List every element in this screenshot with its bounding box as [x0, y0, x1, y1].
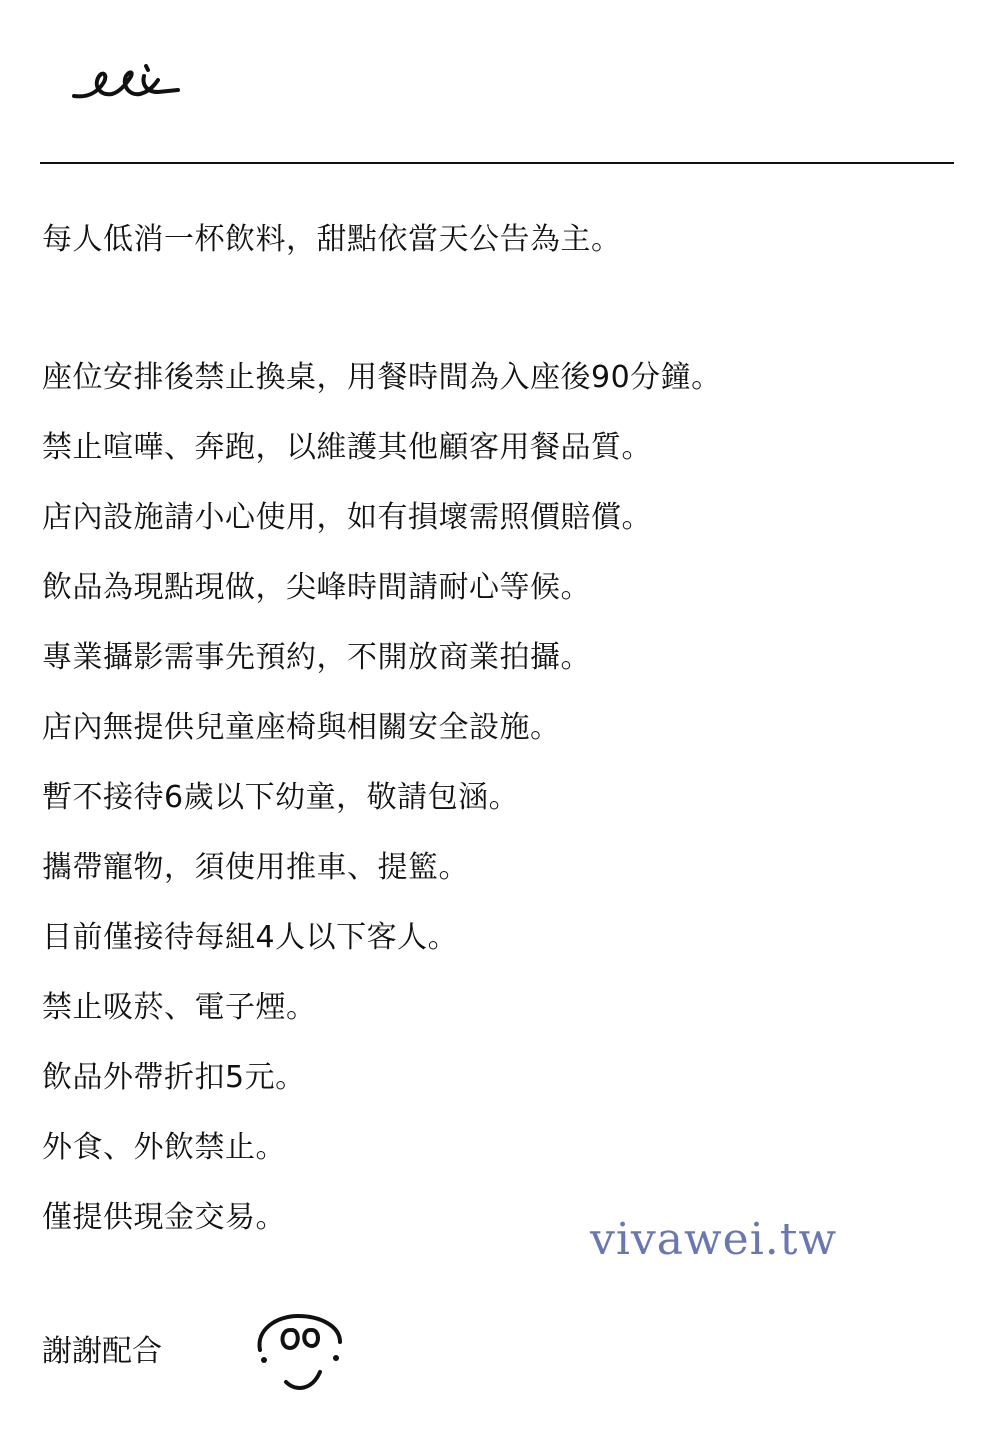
- handwritten-logo: [68, 52, 188, 112]
- smiley-face-icon: [250, 1308, 350, 1398]
- rule-item: 禁止吸菸、電子煙。: [42, 990, 317, 1025]
- rule-item: 飲品為現點現做，尖峰時間請耐心等候。: [42, 570, 591, 605]
- rule-item: 攜帶寵物，須使用推車、提籃。: [42, 850, 469, 885]
- rule-item: 暫不接待6歲以下幼童，敬請包涵。: [42, 780, 520, 815]
- rule-item: 店內設施請小心使用，如有損壞需照價賠償。: [42, 500, 652, 535]
- watermark: vivawei.tw: [590, 1214, 838, 1265]
- rule-item: 僅提供現金交易。: [42, 1200, 286, 1235]
- intro-note: 每人低消一杯飲料，甜點依當天公告為主。: [42, 222, 622, 257]
- rule-item: 外食、外飲禁止。: [42, 1130, 286, 1165]
- rule-item: 禁止喧嘩、奔跑，以維護其他顧客用餐品質。: [42, 430, 652, 465]
- rule-item: 飲品外帶折扣5元。: [42, 1060, 306, 1095]
- rule-item: 專業攝影需事先預約，不開放商業拍攝。: [42, 640, 591, 675]
- rule-item: 店內無提供兒童座椅與相關安全設施。: [42, 710, 561, 745]
- header-divider: [40, 162, 954, 164]
- rule-item: 目前僅接待每組4人以下客人。: [42, 920, 459, 955]
- closing-text: 謝謝配合: [42, 1334, 162, 1369]
- rules-list: [42, 358, 722, 1268]
- rule-item: 座位安排後禁止換桌，用餐時間為入座後90分鐘。: [42, 360, 722, 395]
